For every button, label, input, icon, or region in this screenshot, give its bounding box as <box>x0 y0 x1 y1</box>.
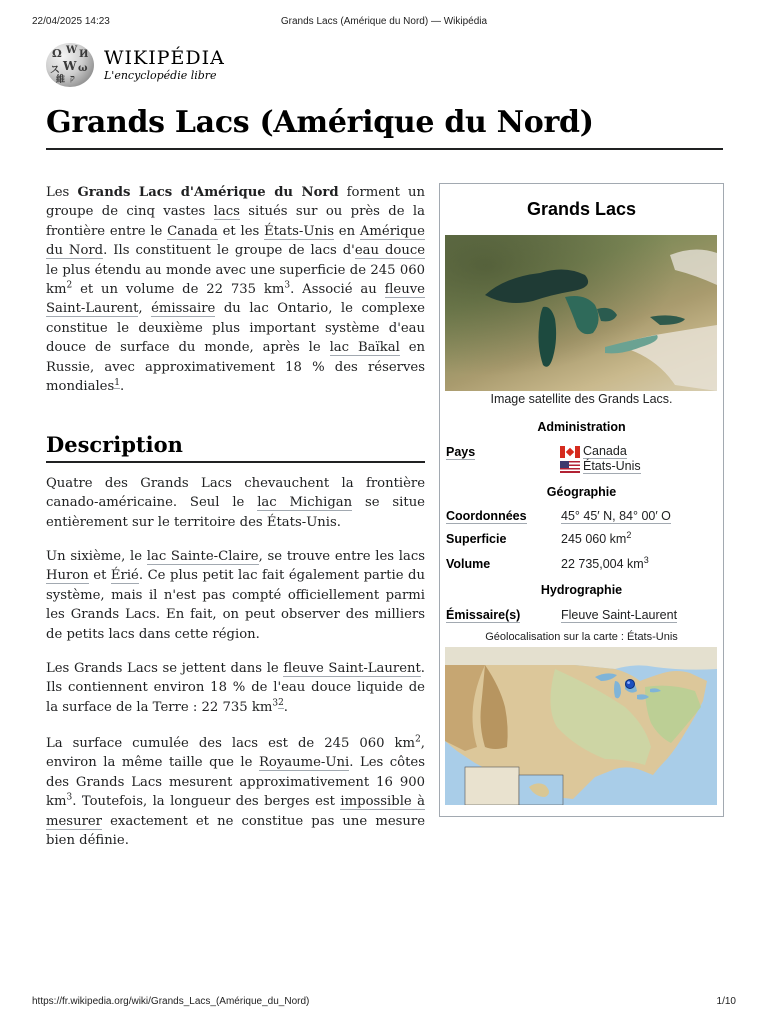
link-erie[interactable]: Érié <box>110 568 139 584</box>
label-pays[interactable]: Pays <box>446 445 476 459</box>
link-eau-douce[interactable]: eau douce <box>354 243 426 259</box>
pays-canada[interactable] <box>560 445 627 459</box>
description-paragraph-4: La surface cumulée des lacs est de 245 060 $km^2$, environ la même taille que le Royaume-Uni. Les côtes des Grands Lacs mesurent approximativement 16 900 $km^3$. Toutefois, la longueur des berges est impossible à mesurer exactement et ne constitue pas une mesure bien définie. <box>46 734 426 849</box>
infobox-heading-geographie: Géographie <box>546 485 617 499</box>
label-superficie: Superficie <box>446 532 507 546</box>
link-lac-baikal[interactable]: lac Baïkal <box>329 340 400 356</box>
wikipedia-globe-icon: Ω W И ス W ω 維 ק <box>46 43 94 87</box>
title-divider <box>46 148 723 150</box>
label-volume: Volume <box>446 557 491 571</box>
location-map[interactable] <box>445 647 717 805</box>
usa-flag-icon <box>560 461 580 473</box>
link-impossible-a-mesurer[interactable]: impossible à mesurer <box>46 794 426 829</box>
link-emissaire[interactable]: émissaire <box>151 301 216 317</box>
link-lac-michigan[interactable]: lac Michigan <box>257 495 353 511</box>
superficie-value: 245 060 $km^2$ <box>561 529 632 546</box>
section-heading-description: Description <box>46 432 183 457</box>
link-lacs[interactable]: lacs <box>213 204 240 220</box>
geolocation-caption: Géolocalisation sur la carte : États-Unis <box>485 631 678 643</box>
lead-paragraph: Les Grands Lacs d'Amérique du Nord forment un groupe de cinq vastes lacs situés sur ou près de la frontière entre le Canada et les États-Unis en Amérique du Nord. Ils constituent le groupe de lacs d'eau douce le plus étendu au monde avec une superficie de 245 060 $km^2$ et un volume de 22 735 $km^3$. Associé au fleuve Saint-Laurent, émissaire du lac Ontario, le complexe constitue le deuxième plus important système d'eau douce de surface du monde, après le lac Baïkal en Russie, avec approximativement 18 % des réserves mondiales$^1$. <box>46 185 426 395</box>
pays-etats-unis[interactable] <box>560 460 641 474</box>
description-paragraph-3: Les Grands Lacs se jettent dans le fleuve Saint-Laurent. Ils contiennent environ 18 % de l'eau douce liquide de la surface de la Terre : 22 735 $km^{32}$. <box>46 661 425 715</box>
infobox-heading-hydrographie: Hydrographie <box>540 583 623 597</box>
satellite-image[interactable] <box>445 235 717 391</box>
link-lac-sainte-claire[interactable]: lac Sainte-Claire <box>146 549 259 564</box>
lead-bold-term: Grands Lacs d'Amérique du Nord <box>77 185 339 200</box>
pays-etats-unis-label: États-Unis <box>583 459 641 473</box>
lead-section <box>46 183 425 396</box>
reference-1[interactable]: 1 <box>114 377 120 388</box>
volume-value: 22 735,004 $km^3$ <box>561 554 649 571</box>
link-amerique-du-nord[interactable]: Amérique du Nord <box>46 223 425 259</box>
reference-2[interactable]: 2 <box>278 698 284 709</box>
link-canada[interactable]: Canada <box>167 223 218 239</box>
page-title: Grands Lacs (Amérique du Nord) <box>46 105 594 140</box>
canada-flag-icon <box>560 446 580 458</box>
page-number: 1/10 <box>716 996 736 1007</box>
emissaire-value[interactable]: Fleuve Saint-Laurent <box>561 608 678 622</box>
wikipedia-tagline: L'encyclopédie libre <box>104 69 217 82</box>
link-fleuve-saint-laurent-2[interactable]: fleuve Saint-Laurent <box>283 661 421 676</box>
section-divider <box>46 461 425 463</box>
description-paragraph-2: Un sixième, le lac Sainte-Claire, se trouve entre les lacs Huron et Érié. Ce plus petit lac fait également partie du système, mais il n'est pas compté officiellement parmi les Grands Lacs. En fait, on peut observer des milliers de petits lacs dans cette région. <box>46 549 425 642</box>
link-fleuve-saint-laurent[interactable]: fleuve Saint-Laurent <box>46 282 425 317</box>
label-emissaire[interactable]: Émissaire(s) <box>446 608 521 622</box>
infobox <box>439 183 724 817</box>
print-datetime: 22/04/2025 14:23 <box>32 16 110 27</box>
coordonnees-value[interactable]: 45° 45′ N, 84° 00′ O <box>561 509 671 523</box>
link-huron[interactable]: Huron <box>46 568 89 584</box>
link-royaume-uni[interactable]: Royaume-Uni <box>258 755 350 771</box>
wikipedia-logo[interactable] <box>46 43 266 89</box>
infobox-title: Grands Lacs <box>526 199 637 219</box>
description-paragraph-1: Quatre des Grands Lacs chevauchent la frontière canado-américaine. Seul le lac Michigan se situe entièrement sur le territoire des États-Unis. <box>46 476 425 530</box>
wikipedia-wordmark: WIKIPÉDIA <box>104 47 225 69</box>
print-tab-title: Grands Lacs (Amérique du Nord) — Wikipédia <box>280 16 488 27</box>
link-etats-unis[interactable]: États-Unis <box>264 223 334 239</box>
print-url: https://fr.wikipedia.org/wiki/Grands_Lacs_(Amérique_du_Nord) <box>32 996 310 1007</box>
infobox-heading-administration: Administration <box>537 420 626 434</box>
image-caption: Image satellite des Grands Lacs. <box>490 392 673 406</box>
label-coordonnees[interactable]: Coordonnées <box>446 509 527 523</box>
pays-canada-label: Canada <box>583 444 627 458</box>
